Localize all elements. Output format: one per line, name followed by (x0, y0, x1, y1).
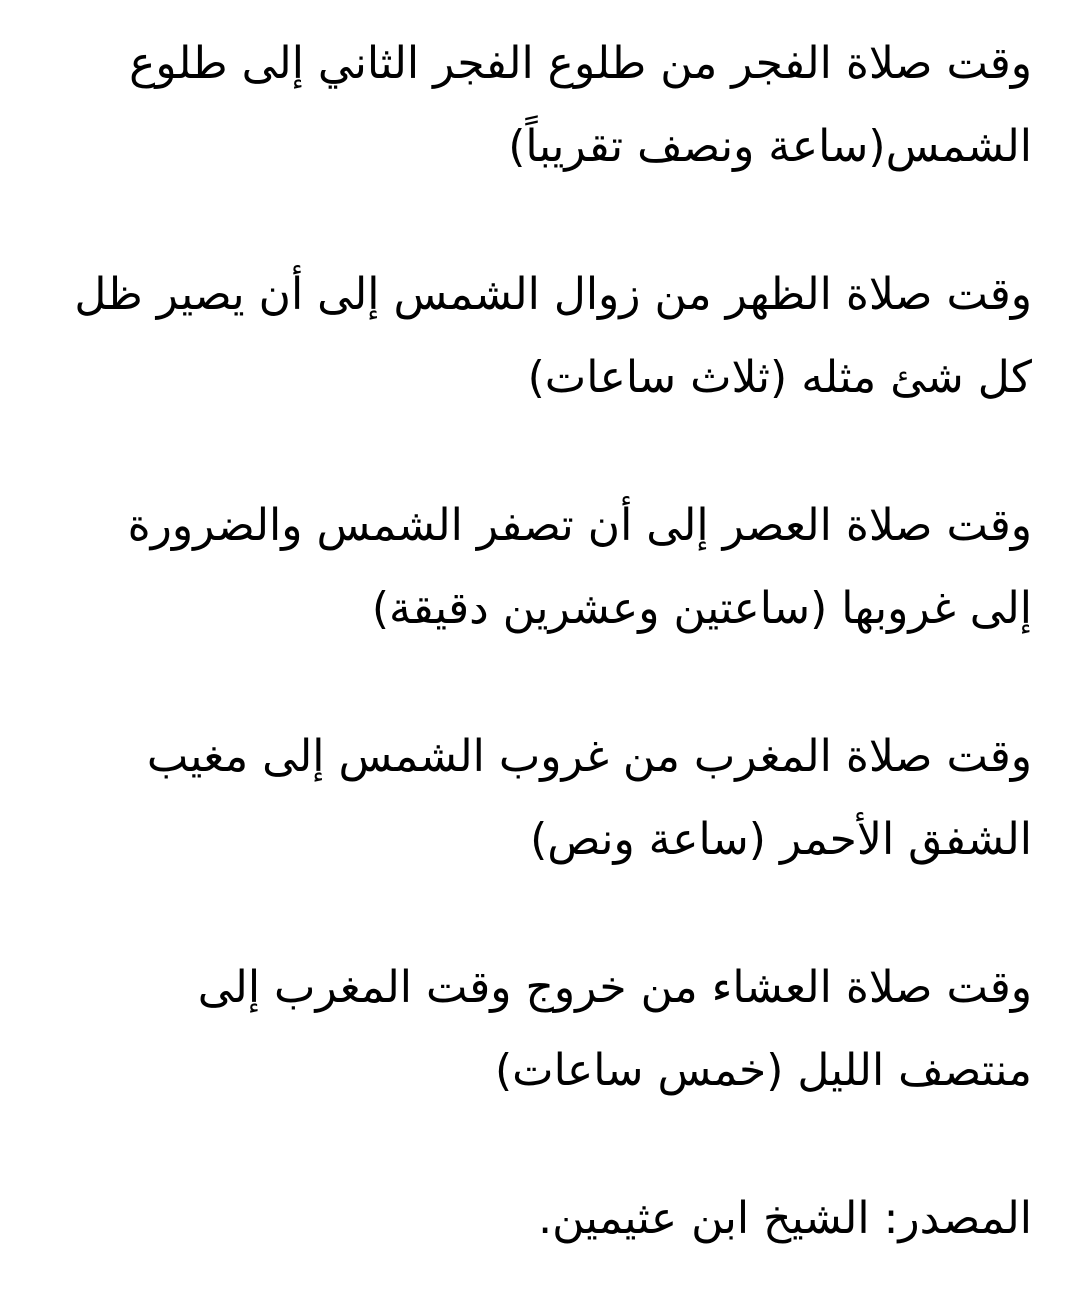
paragraph-line: كل شئ مثله (ثلاث ساعات) (527, 352, 1032, 403)
paragraph-isha (40, 946, 1032, 1112)
paragraph-line: وقت صلاة العصر إلى أن تصفر الشمس والضرورة (127, 500, 1032, 551)
paragraph-line: وقت صلاة الظهر من زوال الشمس إلى أن يصير ظل (74, 269, 1032, 320)
paragraph-line: وقت صلاة الفجر من طلوع الفجر الثاني إلى طلوع (129, 38, 1032, 89)
source-line: المصدر: الشيخ ابن عثيمين. (538, 1193, 1032, 1244)
paragraph-fajr (40, 22, 1032, 188)
paragraph-line: وقت صلاة المغرب من غروب الشمس إلى مغيب (146, 731, 1032, 782)
paragraph-asr (40, 484, 1032, 650)
paragraph-dhuhr (40, 253, 1032, 419)
paragraph-line: منتصف الليل (خمس ساعات) (494, 1045, 1032, 1096)
paragraph-line: وقت صلاة العشاء من خروج وقت المغرب إلى (197, 962, 1032, 1013)
paragraph-line: الشمس(ساعة ونصف تقريباً) (508, 121, 1032, 172)
paragraph-line: إلى غروبها (ساعتين وعشرين دقيقة) (371, 583, 1032, 634)
paragraph-line: الشفق الأحمر (ساعة ونص) (530, 814, 1032, 865)
paragraph-maghrib (40, 715, 1032, 881)
